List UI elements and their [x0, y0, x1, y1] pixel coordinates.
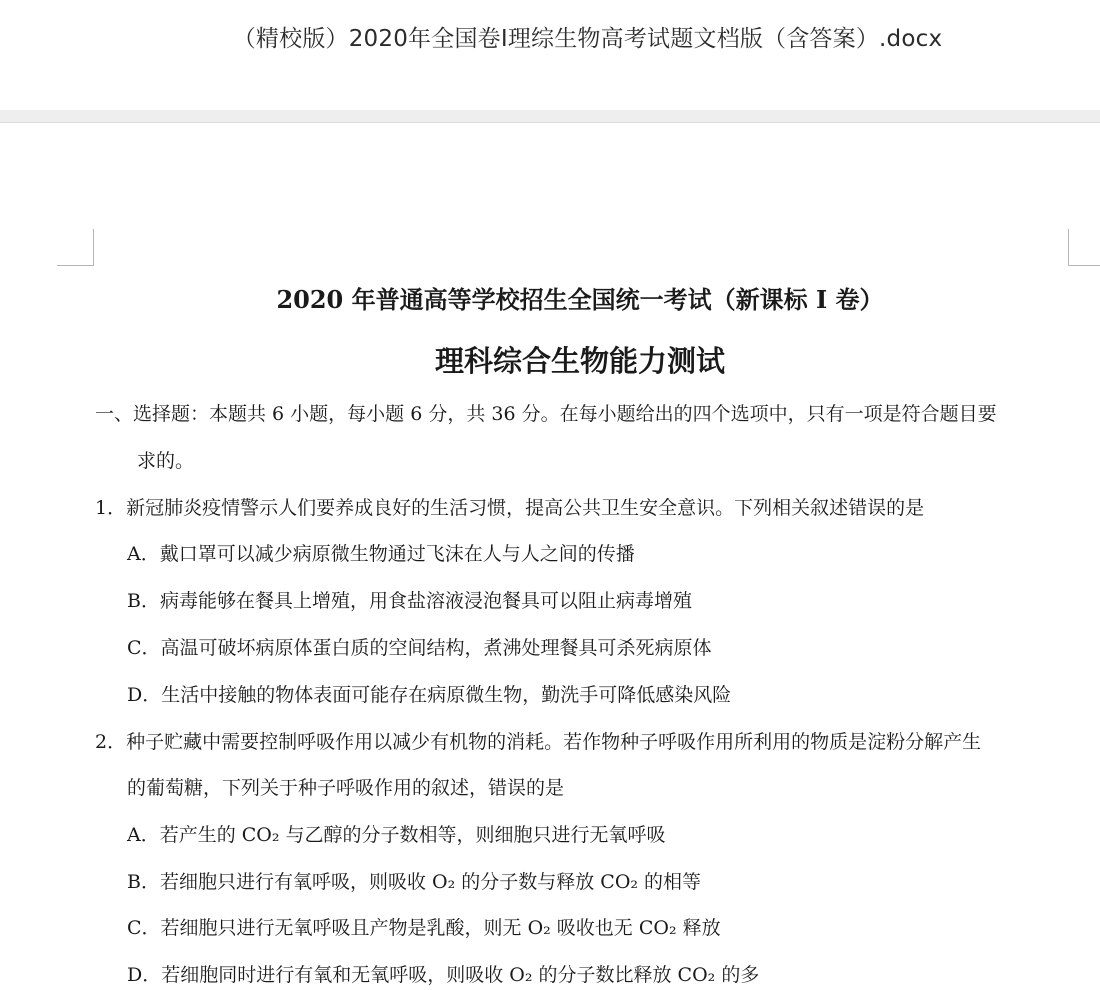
question-2-stem-line2: 的葡萄糖，下列关于种子呼吸作用的叙述，错误的是 [127, 777, 565, 799]
question-1-option-c: C．高温可破坏病原体蛋白质的空间结构，煮沸处理餐具可杀死病原体 [127, 637, 712, 659]
document-heading: 2020 年普通高等学校招生全国统一考试（新课标 I 卷） [276, 285, 884, 314]
file-title: （精校版）2020年全国卷Ⅰ理综生物高考试题文档版（含答案）.docx [232, 26, 943, 52]
section-intro-line1: 一、选择题：本题共 6 小题，每小题 6 分，共 36 分。在每小题给出的四个选项中，只有一项是符合题目要 [95, 403, 997, 425]
question-1-option-d: D．生活中接触的物体表面可能存在病原微生物，勤洗手可降低感染风险 [127, 684, 732, 706]
question-2-stem-line1: 2．种子贮藏中需要控制呼吸作用以减少有机物的消耗。若作物种子呼吸作用所利用的物质是淀粉分解产生 [95, 731, 982, 753]
title-bar [0, 0, 1100, 110]
question-1-stem: 1．新冠肺炎疫情警示人们要养成良好的生活习惯，提高公共卫生安全意识。下列相关叙述错误的是 [95, 497, 925, 519]
document-subheading: 理科综合生物能力测试 [434, 344, 725, 378]
question-1-option-b: B．病毒能够在餐具上增殖，用食盐溶液浸泡餐具可以阻止病毒增殖 [127, 590, 692, 612]
section-intro-line2: 求的。 [137, 450, 195, 472]
question-2-option-a: A．若产生的 CO₂ 与乙醇的分子数相等，则细胞只进行无氧呼吸 [127, 824, 666, 846]
margin-corner-top-right [1068, 229, 1100, 266]
question-2-option-b: B．若细胞只进行有氧呼吸，则吸收 O₂ 的分子数与释放 CO₂ 的相等 [127, 871, 702, 893]
page-gap [0, 110, 1100, 123]
document-page[interactable] [0, 123, 1100, 990]
margin-corner-top-left [57, 229, 94, 266]
question-2-option-c: C．若细胞只进行无氧呼吸且产物是乳酸，则无 O₂ 吸收也无 CO₂ 释放 [127, 917, 721, 939]
question-2-option-d: D．若细胞同时进行有氧和无氧呼吸，则吸收 O₂ 的分子数比释放 CO₂ 的多 [127, 964, 760, 986]
question-1-option-a: A．戴口罩可以减少病原微生物通过飞沫在人与人之间的传播 [127, 543, 635, 565]
